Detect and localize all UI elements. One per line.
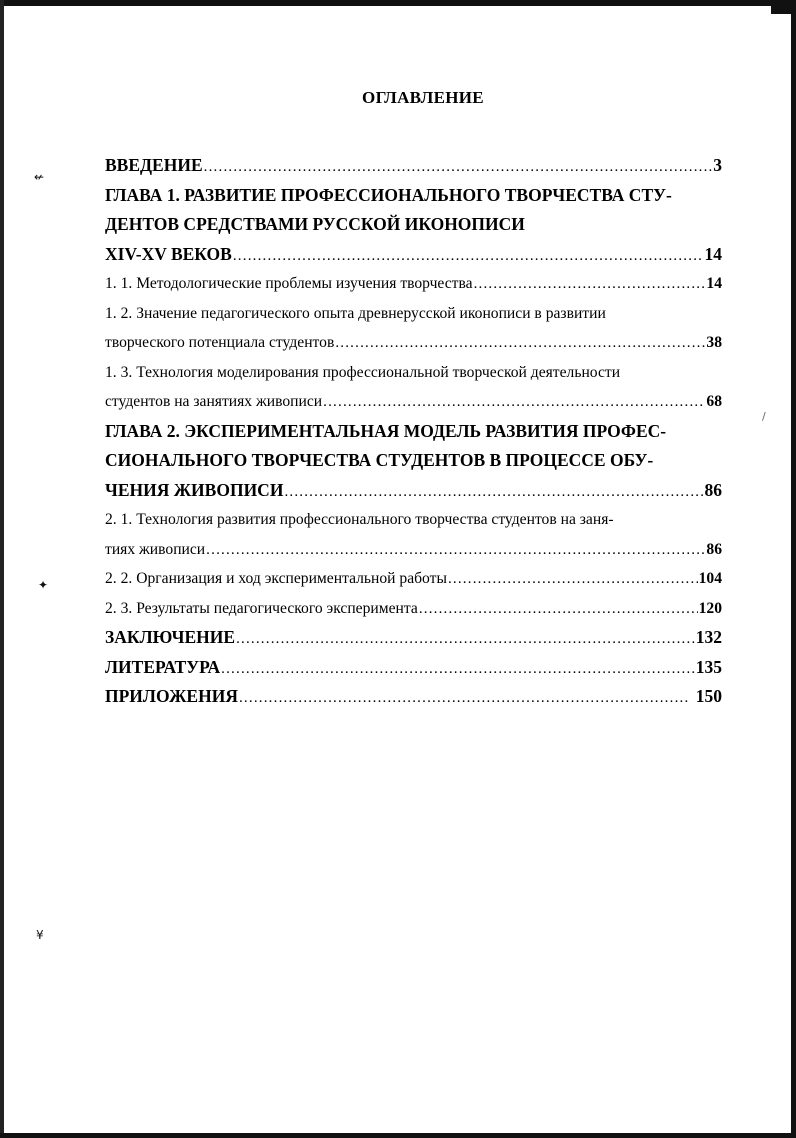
page-title: ОГЛАВЛЕНИЕ	[362, 88, 484, 107]
toc-entry-section-1-1[interactable]	[105, 269, 722, 299]
toc-entry-text: ЗАКЛЮЧЕНИЕ	[105, 627, 236, 647]
toc-entry-text: 2. 2. Организация и ход экспериментальной работы	[105, 570, 447, 587]
toc-page-number: 68	[706, 393, 722, 410]
toc-entry-text: ЛИТЕРАТУРА	[105, 656, 221, 677]
scan-border-top	[0, 0, 796, 6]
toc-entry-section-2-3[interactable]	[105, 594, 722, 624]
dot-leader	[448, 565, 698, 594]
toc-entry-text: ПРИЛОЖЕНИЯ	[105, 686, 238, 706]
dot-leader	[419, 595, 698, 624]
toc-entry-section-1-2-line1[interactable]	[105, 299, 722, 329]
toc-page-number: 86	[706, 540, 722, 558]
scan-border-bottom	[0, 1133, 796, 1138]
scan-corner-mark	[771, 6, 791, 14]
toc-entry-text: 1. 3. Технология моделирования профессиональной творческой деятельности	[105, 363, 621, 381]
toc-page-number: 14	[706, 275, 722, 292]
dot-leader	[474, 270, 706, 299]
dot-leader	[284, 478, 703, 506]
dot-leader	[206, 536, 705, 565]
toc-page-number: 104	[698, 570, 722, 587]
toc-entry-text: студентов на занятиях живописи	[105, 393, 323, 410]
toc-entry-text: 2. 1. Технология развития профессионального творчества студентов на заня-	[105, 511, 614, 528]
toc-entry-text: ГЛАВА 1. РАЗВИТИЕ ПРОФЕССИОНАЛЬНОГО ТВОРЧЕСТВА СТУ-	[105, 184, 672, 205]
toc-page-number: 150	[695, 686, 722, 706]
toc-page-number: 14	[704, 243, 722, 264]
toc-entry-section-2-1-line2[interactable]	[105, 535, 722, 565]
scan-speck-mark: /	[762, 410, 766, 423]
scan-border-left	[0, 0, 4, 1138]
toc-page-number: 135	[695, 656, 722, 677]
toc-entry-section-1-3-line2[interactable]	[105, 387, 722, 417]
toc-page-number: 38	[706, 334, 722, 351]
toc-entry-conclusion[interactable]	[105, 623, 722, 653]
toc-entry-chapter1-line1[interactable]	[105, 181, 722, 211]
toc-entry-section-2-2[interactable]	[105, 564, 722, 594]
toc-entry-chapter2-line1[interactable]	[105, 417, 722, 447]
dot-leader	[236, 625, 695, 653]
dot-leader	[233, 242, 704, 270]
toc-entry-text: тиях живописи	[105, 540, 206, 558]
toc-entry-text: ДЕНТОВ СРЕДСТВАМИ РУССКОЙ ИКОНОПИСИ	[105, 214, 525, 234]
toc-entry-text: XIV-XV ВЕКОВ	[105, 243, 232, 264]
toc-entry-text: творческого потенциала студентов	[105, 334, 335, 351]
toc-page-number: 86	[704, 479, 722, 500]
toc-entry-text: 1. 1. Методологические проблемы изучения творчества	[105, 275, 473, 292]
dot-leader	[323, 388, 705, 417]
toc-page-number: 120	[698, 599, 722, 617]
dot-leader	[335, 329, 705, 358]
toc-entry-section-1-3-line1[interactable]	[105, 358, 722, 388]
toc-entry-appendices[interactable]	[105, 682, 722, 712]
toc-entry-text: 2. 3. Результаты педагогического эксперимента	[105, 599, 418, 617]
toc-page-number: 132	[695, 627, 722, 647]
table-of-contents	[105, 151, 722, 712]
toc-entry-introduction[interactable]	[105, 151, 722, 181]
scan-border-right	[791, 0, 796, 1138]
toc-entry-text: 1. 2. Значение педагогического опыта древнерусской иконописи в развитии	[105, 304, 606, 322]
dot-leader	[204, 153, 713, 181]
scan-speck-mark: ✦	[38, 578, 49, 592]
toc-entry-literature[interactable]	[105, 653, 722, 683]
dot-leader	[221, 655, 695, 683]
toc-entry-section-2-1-line1[interactable]	[105, 505, 722, 535]
toc-entry-text: СИОНАЛЬНОГО ТВОРЧЕСТВА СТУДЕНТОВ В ПРОЦЕССЕ ОБУ-	[105, 450, 654, 470]
toc-entry-chapter1-line3[interactable]	[105, 240, 722, 270]
scan-speck-mark: ¥	[36, 928, 44, 942]
toc-entry-chapter1-line2[interactable]	[105, 210, 722, 240]
toc-entry-section-1-2-line2[interactable]	[105, 328, 722, 358]
toc-entry-text: ВВЕДЕНИЕ	[105, 155, 203, 175]
toc-entry-text: ЧЕНИЯ ЖИВОПИСИ	[105, 479, 284, 500]
dot-leader	[239, 684, 689, 712]
toc-entry-chapter2-line3[interactable]	[105, 476, 722, 506]
toc-entry-chapter2-line2[interactable]	[105, 446, 722, 476]
toc-page-number: 3	[713, 155, 722, 175]
toc-entry-text: ГЛАВА 2. ЭКСПЕРИМЕНТАЛЬНАЯ МОДЕЛЬ РАЗВИТИЯ ПРОФЕС-	[105, 420, 667, 441]
scan-speck-mark: ↚	[34, 170, 45, 184]
